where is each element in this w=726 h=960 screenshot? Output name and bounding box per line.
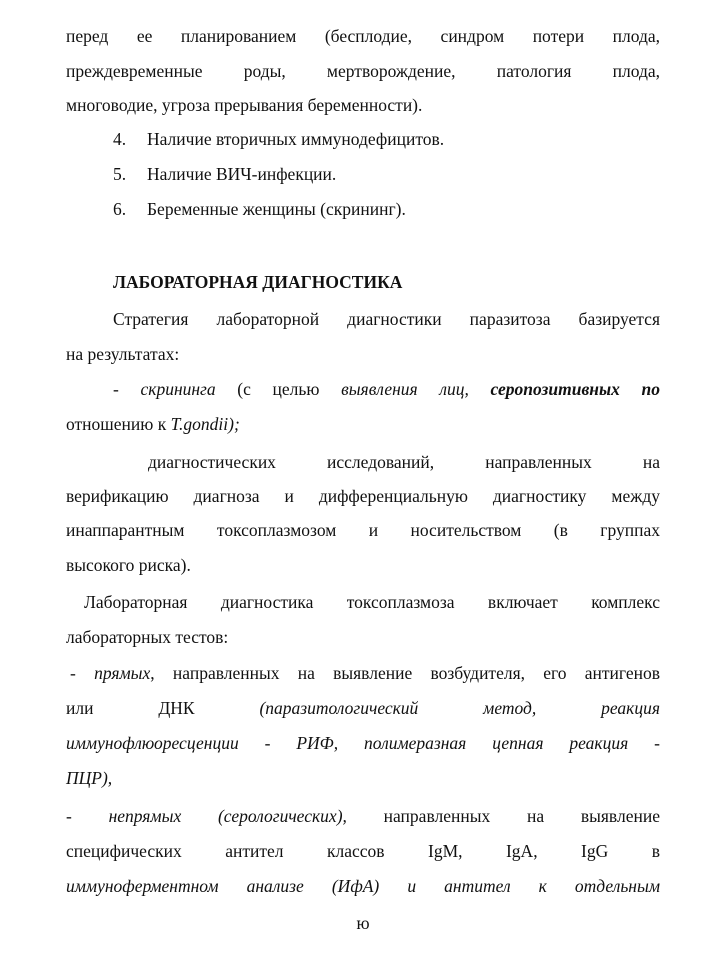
list-item (113, 198, 660, 220)
list-item (113, 163, 660, 185)
text-line: - прямых, направленных на выявление возбудителя, его антигенов (70, 663, 661, 683)
text-line: инаппарантным токсоплазмозом и носительством (в группах (66, 520, 660, 540)
text-line: ПЦР), (66, 768, 113, 788)
text-line: специфических антител классов IgM, IgA, IgG в (66, 841, 660, 861)
section-heading: ЛАБОРАТОРНАЯ ДИАГНОСТИКА (113, 272, 403, 292)
text-line: иммунофлюоресценции - РИФ, полимеразная цепная реакция - (66, 733, 660, 753)
text-line: Лабораторная диагностика токсоплазмоза включает комплекс (84, 592, 660, 612)
text-line: многоводие, угроза прерывания беременности). (66, 95, 423, 115)
text-line: преждевременные роды, мертворождение, патология плода, (66, 61, 660, 81)
list-item-text: Наличие ВИЧ-инфекции. (147, 164, 337, 184)
text-line: - непрямых (серологических), направленных на выявление (66, 806, 660, 826)
list-number: 5. (113, 164, 127, 184)
text-line: перед ее планированием (бесплодие, синдром потери плода, (66, 26, 660, 46)
list-number: 4. (113, 129, 127, 149)
list-item-text: Наличие вторичных иммунодефицитов. (147, 129, 445, 149)
text-line: на результатах: (66, 344, 180, 364)
list-item (113, 128, 660, 150)
page-number: ю (356, 913, 370, 933)
text-line: - скрининга (с целью выявления лиц, серопозитивных по (113, 379, 661, 399)
text-line: отношению к T.gondii); (66, 414, 240, 434)
text-line: верификацию диагноза и дифференциальную диагностику между (66, 486, 660, 506)
list-item-text: Беременные женщины (скрининг). (147, 199, 406, 219)
text-line: диагностических исследований, направленных на (148, 452, 660, 472)
text-line: высокого риска). (66, 555, 191, 575)
text-line: иммуноферментном анализе (ИфА) и антител к отдельным (66, 876, 660, 896)
text-line: Стратегия лабораторной диагностики паразитоза базируется (113, 309, 660, 329)
list-number: 6. (113, 199, 127, 219)
text-line: или ДНК (паразитологический метод, реакция (66, 698, 660, 718)
text-line: лабораторных тестов: (66, 627, 229, 647)
